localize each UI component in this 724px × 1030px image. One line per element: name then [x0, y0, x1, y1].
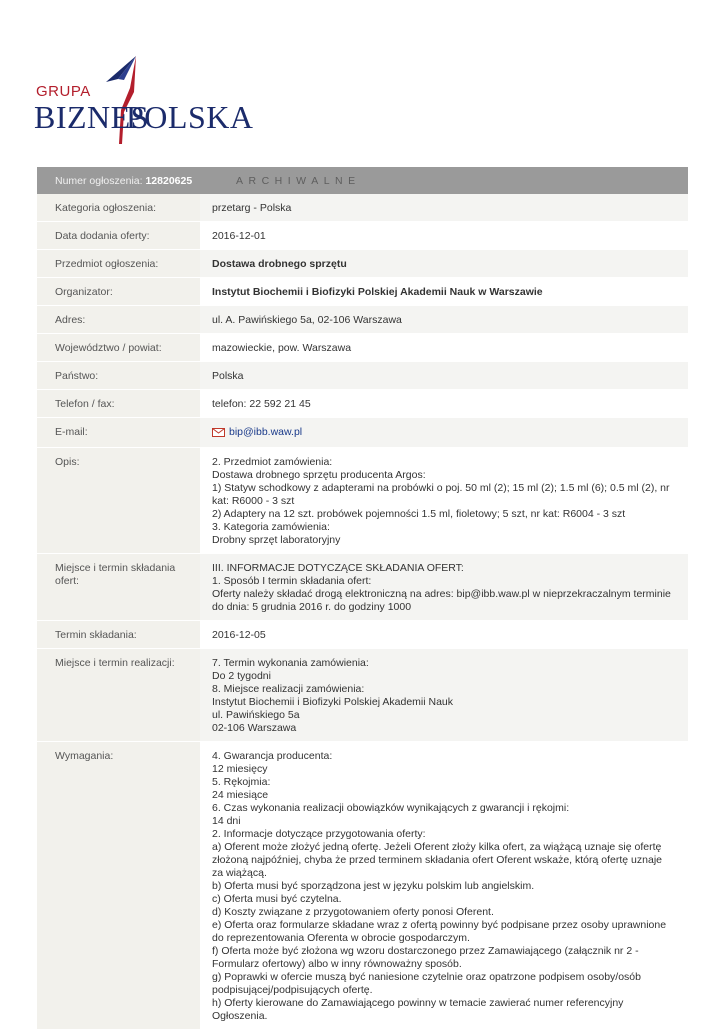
- text-line: d) Koszty związane z przygotowaniem oferty ponosi Oferent.: [212, 906, 494, 918]
- row-value: Dostawa drobnego sprzętu: [200, 250, 688, 277]
- row-opis: [37, 448, 688, 554]
- row-miejsce-realizacji: [37, 649, 688, 742]
- row-termin: [37, 621, 688, 649]
- text-line: 24 miesiące: [212, 789, 269, 801]
- text-line: 3. Kategoria zamówienia:: [212, 521, 330, 533]
- text-line: ul. Pawińskiego 5a: [212, 709, 300, 721]
- listing-number-label: Numer ogłoszenia:: [55, 174, 143, 187]
- email-address: bip@ibb.waw.pl: [229, 426, 303, 438]
- row-data-dodania: [37, 222, 688, 250]
- text-line: 2) Adaptery na 12 szt. probówek pojemności 1.5 ml, fioletowy; 5 szt, nr kat: R6004 - 3 szt: [212, 508, 626, 520]
- status-badge: ARCHIWALNE: [236, 174, 361, 187]
- row-value: [200, 418, 688, 447]
- row-label: Województwo / powiat:: [37, 334, 200, 361]
- row-label: Przedmiot ogłoszenia:: [37, 250, 200, 277]
- logo-text-grupa: GRUPA: [36, 83, 91, 100]
- row-label: Organizator:: [37, 278, 200, 305]
- row-label: Telefon / fax:: [37, 390, 200, 417]
- row-label: Wymagania:: [37, 742, 200, 1029]
- text-line: 14 dni: [212, 815, 241, 827]
- text-line: a) Oferent może złożyć jedną ofertę. Jeżeli Oferent złoży kilka ofert, za wiążącą uznaje się ofertę złożoną najpóźniej, chyba że przed terminem składania ofert Oferent wskaże, którą ofertę uznaje za wiążącą.: [212, 841, 662, 879]
- row-label: E-mail:: [37, 418, 200, 447]
- row-value: 2016-12-01: [200, 222, 688, 249]
- text-line: 4. Gwarancja producenta:: [212, 750, 333, 762]
- row-kategoria: [37, 194, 688, 222]
- row-value: Instytut Biochemii i Biofizyki Polskiej Akademii Nauk w Warszawie: [200, 278, 688, 305]
- row-label: Kategoria ogłoszenia:: [37, 194, 200, 221]
- text-line: c) Oferta musi być czytelna.: [212, 893, 342, 905]
- text-line: Oferty należy składać drogą elektroniczną na adres: bip@ibb.waw.pl w nieprzekraczalnym terminie do dnia: 5 grudnia 2016 r. do godziny 1000: [212, 588, 671, 613]
- row-label: Adres:: [37, 306, 200, 333]
- row-email: [37, 418, 688, 448]
- text-line: e) Oferta oraz formularze składane wraz z ofertą powinny być podpisane przez osoby uprawnione do reprezentowania Oferenta w obrocie gospodarczym.: [212, 919, 667, 944]
- row-value: [200, 554, 688, 620]
- text-line: 02-106 Warszawa: [212, 722, 297, 734]
- row-wymagania: [37, 742, 688, 1030]
- row-label: Termin składania:: [37, 621, 200, 648]
- email-link[interactable]: [212, 426, 302, 439]
- logo-text-biznes: BIZNES: [34, 99, 149, 135]
- text-line: b) Oferta musi być sporządzona jest w języku polskim lub angielskim.: [212, 880, 535, 892]
- listing-number-value: 12820625: [145, 174, 193, 187]
- row-value: przetarg - Polska: [200, 194, 688, 221]
- text-line: 7. Termin wykonania zamówienia:: [212, 657, 369, 669]
- row-label: Data dodania oferty:: [37, 222, 200, 249]
- row-miejsce-ofert: [37, 554, 688, 621]
- text-line: 1) Statyw schodkowy z adapterami na probówki o poj. 50 ml (2); 15 ml (2); 1.5 ml (6); 0.5 ml (2), nr kat: R6000 - 3 szt: [212, 482, 670, 507]
- text-line: 5. Rękojmia:: [212, 776, 271, 788]
- text-line: Instytut Biochemii i Biofizyki Polskiej Akademii Nauk: [212, 696, 454, 708]
- text-line: g) Poprawki w ofercie muszą być naniesione czytelnie oraz opatrzone podpisem osoby/osób podpisującej/podpisujących ofertę.: [212, 971, 641, 996]
- row-label: Miejsce i termin realizacji:: [37, 649, 200, 741]
- row-label: Opis:: [37, 448, 200, 553]
- text-line: Do 2 tygodni: [212, 670, 271, 682]
- text-line: f) Oferta może być złożona wg wzoru dostarczonego przez Zamawiającego (załącznik nr 2 - Formularz ofertowy) albo w inny równoważny sposób.: [212, 945, 639, 970]
- listing-table: [37, 167, 688, 1030]
- row-value: [200, 742, 688, 1029]
- text-line: 1. Sposób I termin składania ofert:: [212, 575, 372, 587]
- company-logo[interactable]: [34, 52, 254, 144]
- text-line: Drobny sprzęt laboratoryjny: [212, 534, 341, 546]
- row-value: 2016-12-05: [200, 621, 688, 648]
- text-line: III. INFORMACJE DOTYCZĄCE SKŁADANIA OFERT:: [212, 562, 464, 574]
- listing-number: [37, 175, 200, 187]
- text-line: 2. Informacje dotyczące przygotowania oferty:: [212, 828, 426, 840]
- row-organizator: [37, 278, 688, 306]
- text-line: 2. Przedmiot zamówienia:: [212, 456, 333, 468]
- row-panstwo: [37, 362, 688, 390]
- text-line: 8. Miejsce realizacji zamówienia:: [212, 683, 365, 695]
- logo-text-polska: POLSKA: [126, 99, 254, 135]
- text-line: Dostawa drobnego sprzętu producenta Argos:: [212, 469, 426, 481]
- row-przedmiot: [37, 250, 688, 278]
- text-line: 12 miesięcy: [212, 763, 268, 775]
- row-adres: [37, 306, 688, 334]
- text-line: 6. Czas wykonania realizacji obowiązków wynikających z gwarancji i rękojmi:: [212, 802, 570, 814]
- row-label: Państwo:: [37, 362, 200, 389]
- row-value: ul. A. Pawińskiego 5a, 02-106 Warszawa: [200, 306, 688, 333]
- row-value: [200, 649, 688, 741]
- row-wojewodztwo: [37, 334, 688, 362]
- text-line: h) Oferty kierowane do Zamawiającego powinny w temacie zawierać numer referencyjny Ogłoszenia.: [212, 997, 624, 1022]
- row-value: [200, 448, 688, 553]
- row-value: Polska: [200, 362, 688, 389]
- listing-header: [37, 167, 688, 194]
- row-label: Miejsce i termin składania ofert:: [37, 554, 200, 620]
- row-value: telefon: 22 592 21 45: [200, 390, 688, 417]
- row-telefon: [37, 390, 688, 418]
- row-value: mazowieckie, pow. Warszawa: [200, 334, 688, 361]
- envelope-icon: [212, 428, 225, 437]
